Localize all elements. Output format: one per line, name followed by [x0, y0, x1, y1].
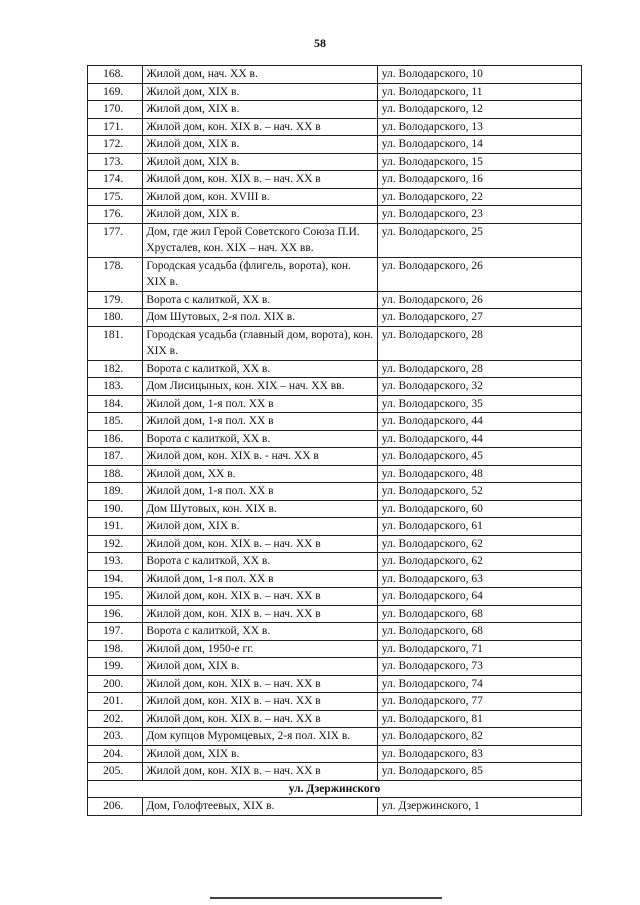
row-number: 200.: [88, 675, 143, 693]
row-number: 174.: [88, 171, 143, 189]
table-row: [88, 118, 582, 136]
row-address: ул. Володарского, 32: [377, 378, 581, 396]
table-row: [88, 291, 582, 309]
table-row: [88, 188, 582, 206]
row-number: 169.: [88, 83, 143, 101]
row-description: Дом Лисицыных, кон. XIX – нач. XX вв.: [143, 378, 377, 396]
row-number: 185.: [88, 413, 143, 431]
row-number: 199.: [88, 658, 143, 676]
table-row: [88, 83, 582, 101]
row-number: 183.: [88, 378, 143, 396]
section-heading: ул. Дзержинского: [88, 780, 582, 798]
row-address: ул. Володарского, 27: [377, 309, 581, 327]
row-number: 170.: [88, 101, 143, 119]
table-row: [88, 728, 582, 746]
row-description: Жилой дом, XIX в.: [143, 136, 377, 154]
row-number: 189.: [88, 483, 143, 501]
row-description: Ворота с калиткой, XX в.: [143, 430, 377, 448]
table-row: [88, 309, 582, 327]
row-number: 192.: [88, 535, 143, 553]
row-number: 172.: [88, 136, 143, 154]
row-description: Жилой дом, кон. XIX в. – нач. XX в: [143, 118, 377, 136]
table-row: [88, 588, 582, 606]
row-number: 195.: [88, 588, 143, 606]
row-description: Дом купцов Муромцевых, 2-я пол. XIX в.: [143, 728, 377, 746]
row-description: Жилой дом, кон. XIX в. – нач. XX в: [143, 675, 377, 693]
table-row: [88, 448, 582, 466]
row-description: Жилой дом, кон. XIX в. – нач. XX в: [143, 535, 377, 553]
table-row: [88, 326, 582, 360]
row-number: 178.: [88, 257, 143, 291]
table-row: [88, 395, 582, 413]
row-address: ул. Володарского, 82: [377, 728, 581, 746]
table-row: [88, 623, 582, 641]
row-description: Жилой дом, 1-я пол. XX в: [143, 483, 377, 501]
row-address: ул. Володарского, 48: [377, 465, 581, 483]
row-description: Жилой дом, кон. XIX в. - нач. XX в: [143, 448, 377, 466]
table-row: [88, 101, 582, 119]
table-body: [88, 66, 582, 816]
row-address: ул. Володарского, 35: [377, 395, 581, 413]
row-description: Дом Шутовых, 2-я пол. XIX в.: [143, 309, 377, 327]
row-description: Жилой дом, XIX в.: [143, 153, 377, 171]
table-row: [88, 693, 582, 711]
row-address: ул. Володарского, 22: [377, 188, 581, 206]
row-number: 188.: [88, 465, 143, 483]
page-number: 58: [314, 36, 326, 50]
row-description: Ворота с калиткой, XX в.: [143, 360, 377, 378]
row-address: ул. Володарского, 81: [377, 710, 581, 728]
row-description: Ворота с калиткой, XX в.: [143, 553, 377, 571]
row-number: 186.: [88, 430, 143, 448]
row-address: ул. Володарского, 23: [377, 206, 581, 224]
row-description: Дом, Голофтеевых, XIX в.: [143, 798, 377, 816]
scan-edge-line: [210, 897, 442, 899]
row-description: Дом, где жил Герой Советского Союза П.И. Хрусталев, кон. XIX – нач. XX вв.: [143, 223, 377, 257]
row-number: 197.: [88, 623, 143, 641]
row-number: 181.: [88, 326, 143, 360]
table-row: [88, 223, 582, 257]
table-row: [88, 136, 582, 154]
row-number: 190.: [88, 500, 143, 518]
row-number: 168.: [88, 66, 143, 84]
row-description: Городская усадьба (главный дом, ворота), кон. XIX в.: [143, 326, 377, 360]
row-address: ул. Володарского, 12: [377, 101, 581, 119]
row-address: ул. Володарского, 62: [377, 553, 581, 571]
row-number: 173.: [88, 153, 143, 171]
row-description: Жилой дом, XIX в.: [143, 745, 377, 763]
row-description: Городская усадьба (флигель, ворота), кон. XIX в.: [143, 257, 377, 291]
row-number: 202.: [88, 710, 143, 728]
table-row: [88, 360, 582, 378]
row-description: Жилой дом, кон. XIX в. – нач. XX в: [143, 693, 377, 711]
row-description: Ворота с калиткой, XX в.: [143, 623, 377, 641]
row-address: ул. Володарского, 83: [377, 745, 581, 763]
row-address: ул. Володарского, 61: [377, 518, 581, 536]
row-address: ул. Володарского, 60: [377, 500, 581, 518]
row-number: 177.: [88, 223, 143, 257]
table-row: [88, 171, 582, 189]
row-description: Жилой дом, XX в.: [143, 465, 377, 483]
row-address: ул. Володарского, 77: [377, 693, 581, 711]
row-address: ул. Володарского, 13: [377, 118, 581, 136]
row-number: 204.: [88, 745, 143, 763]
row-number: 175.: [88, 188, 143, 206]
row-address: ул. Володарского, 68: [377, 605, 581, 623]
row-address: ул. Володарского, 45: [377, 448, 581, 466]
table-row: [88, 413, 582, 431]
table-row: [88, 500, 582, 518]
table-row: [88, 710, 582, 728]
row-number: 191.: [88, 518, 143, 536]
table-row: [88, 66, 582, 84]
row-address: ул. Володарского, 71: [377, 640, 581, 658]
row-description: Жилой дом, XIX в.: [143, 518, 377, 536]
row-description: Жилой дом, кон. XIX в. – нач. XX в: [143, 710, 377, 728]
row-number: 203.: [88, 728, 143, 746]
row-address: ул. Володарского, 11: [377, 83, 581, 101]
row-address: ул. Володарского, 63: [377, 570, 581, 588]
table-row: [88, 483, 582, 501]
row-address: ул. Володарского, 64: [377, 588, 581, 606]
row-number: 180.: [88, 309, 143, 327]
row-address: ул. Володарского, 10: [377, 66, 581, 84]
row-description: Жилой дом, XIX в.: [143, 83, 377, 101]
row-number: 205.: [88, 763, 143, 781]
table-row: [88, 553, 582, 571]
table-row: [88, 430, 582, 448]
row-description: Ворота с калиткой, XX в.: [143, 291, 377, 309]
row-number: 184.: [88, 395, 143, 413]
row-number: 179.: [88, 291, 143, 309]
table-row: [88, 465, 582, 483]
table-row: [88, 675, 582, 693]
row-address: ул. Володарского, 26: [377, 291, 581, 309]
table-row: [88, 206, 582, 224]
row-description: Жилой дом, 1-я пол. XX в: [143, 395, 377, 413]
row-description: Жилой дом, 1-я пол. XX в: [143, 413, 377, 431]
table-row: [88, 798, 582, 816]
row-address: ул. Володарского, 28: [377, 326, 581, 360]
table-row: [88, 570, 582, 588]
table-row: [88, 518, 582, 536]
row-number: 187.: [88, 448, 143, 466]
row-address: ул. Дзержинского, 1: [377, 798, 581, 816]
row-description: Дом Шутовых, кон. XIX в.: [143, 500, 377, 518]
row-number: 182.: [88, 360, 143, 378]
row-description: Жилой дом, кон. XIX в. – нач. XX в: [143, 605, 377, 623]
row-address: ул. Володарского, 15: [377, 153, 581, 171]
row-number: 176.: [88, 206, 143, 224]
row-description: Жилой дом, нач. XX в.: [143, 66, 377, 84]
row-address: ул. Володарского, 68: [377, 623, 581, 641]
row-address: ул. Володарского, 44: [377, 430, 581, 448]
row-address: ул. Володарского, 85: [377, 763, 581, 781]
row-description: Жилой дом, XIX в.: [143, 101, 377, 119]
table-row: [88, 605, 582, 623]
row-description: Жилой дом, XIX в.: [143, 658, 377, 676]
row-address: ул. Володарского, 74: [377, 675, 581, 693]
row-address: ул. Володарского, 16: [377, 171, 581, 189]
row-description: Жилой дом, 1950-е гг.: [143, 640, 377, 658]
row-description: Жилой дом, кон. XVIII в.: [143, 188, 377, 206]
row-address: ул. Володарского, 28: [377, 360, 581, 378]
table-row: [88, 745, 582, 763]
row-number: 201.: [88, 693, 143, 711]
row-address: ул. Володарского, 52: [377, 483, 581, 501]
row-number: 198.: [88, 640, 143, 658]
row-description: Жилой дом, кон. XIX в. – нач. XX в: [143, 588, 377, 606]
table-row: [88, 640, 582, 658]
row-description: Жилой дом, XIX в.: [143, 206, 377, 224]
row-address: ул. Володарского, 26: [377, 257, 581, 291]
table-row: [88, 378, 582, 396]
monuments-table: [87, 65, 582, 816]
table-row: [88, 535, 582, 553]
table-row: [88, 763, 582, 781]
row-number: 206.: [88, 798, 143, 816]
row-address: ул. Володарского, 25: [377, 223, 581, 257]
section-heading-row: [88, 780, 582, 798]
row-number: 171.: [88, 118, 143, 136]
row-description: Жилой дом, кон. XIX в. – нач. XX в: [143, 171, 377, 189]
row-address: ул. Володарского, 44: [377, 413, 581, 431]
table-row: [88, 658, 582, 676]
table-row: [88, 257, 582, 291]
row-number: 194.: [88, 570, 143, 588]
row-description: Жилой дом, кон. XIX в. – нач. XX в: [143, 763, 377, 781]
row-address: ул. Володарского, 14: [377, 136, 581, 154]
table-row: [88, 153, 582, 171]
row-number: 196.: [88, 605, 143, 623]
row-address: ул. Володарского, 73: [377, 658, 581, 676]
row-address: ул. Володарского, 62: [377, 535, 581, 553]
row-number: 193.: [88, 553, 143, 571]
row-description: Жилой дом, 1-я пол. XX в: [143, 570, 377, 588]
